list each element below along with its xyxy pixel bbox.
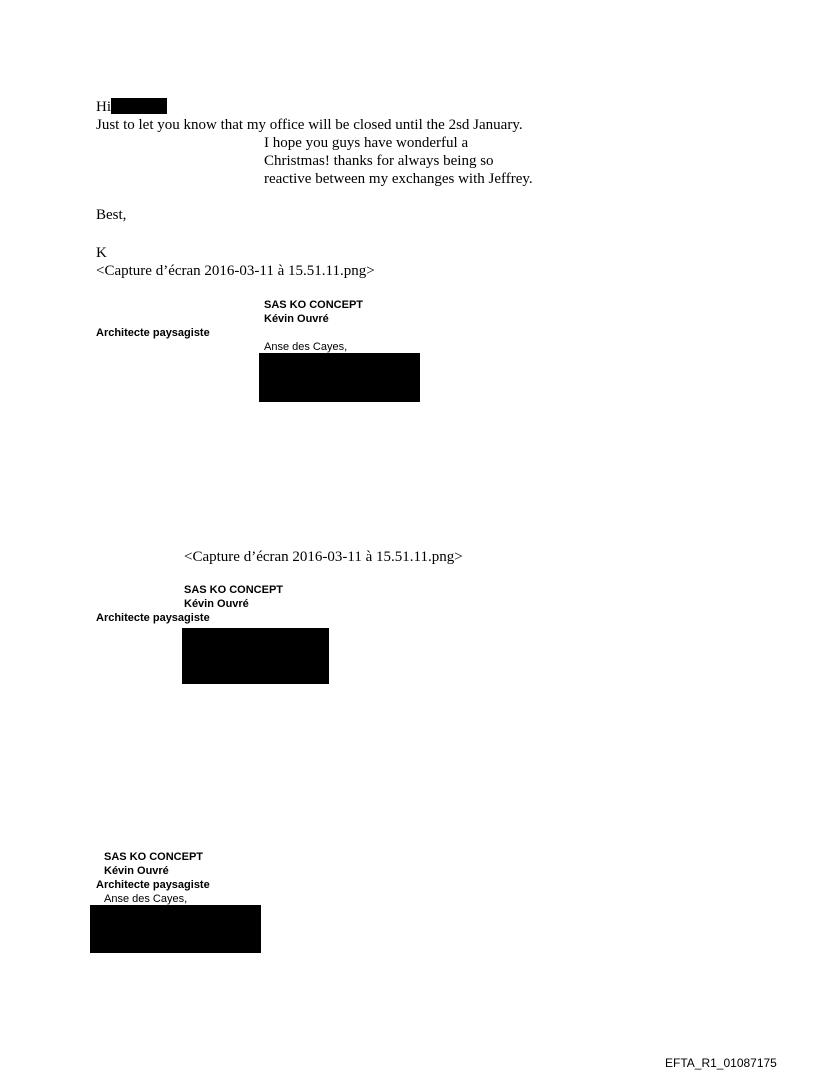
signature-title: Architecte paysagiste (96, 612, 210, 624)
signature-address: Anse des Cayes, (264, 341, 348, 353)
signature-title: Architecte paysagiste (96, 327, 210, 339)
email-line-2: I hope you guys have wonderful a (264, 135, 469, 151)
redaction-block (90, 905, 261, 953)
signature-address: Anse des Cayes, (104, 893, 188, 905)
signature-name: Kévin Ouvré (104, 865, 169, 877)
redaction-block (182, 628, 329, 684)
signature-title: Architecte paysagiste (96, 879, 210, 891)
signature-company: SAS KO CONCEPT (264, 299, 364, 311)
signature-name: Kévin Ouvré (264, 313, 329, 325)
signature-company: SAS KO CONCEPT (104, 851, 204, 863)
email-line-1: Just to let you know that my office will be closed until the 2sd January. (96, 117, 523, 133)
document-id: EFTA_R1_01087175 (665, 1056, 777, 1070)
email-initial: K (96, 245, 107, 261)
attachment-reference: <Capture d’écran 2016-03-11 à 15.51.11.png> (96, 263, 375, 279)
signature-name: Kévin Ouvré (184, 598, 249, 610)
email-line-4: reactive between my exchanges with Jeffrey. (264, 171, 533, 187)
email-line-3: Christmas! thanks for always being so (264, 153, 494, 169)
greeting: Hi (96, 99, 111, 115)
signature-company: SAS KO CONCEPT (184, 584, 284, 596)
email-closing: Best, (96, 207, 127, 223)
attachment-reference: <Capture d’écran 2016-03-11 à 15.51.11.png> (184, 549, 463, 565)
redaction-block (111, 98, 167, 114)
redaction-block (259, 353, 420, 402)
